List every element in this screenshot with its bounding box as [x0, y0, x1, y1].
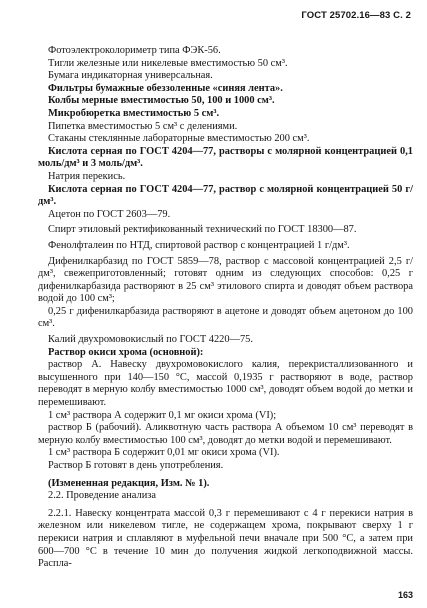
paragraph: 0,25 г дифенилкарбазида растворяют в ацетоне и доводят объем ацетоном до 100 см³. — [38, 305, 413, 330]
paragraph: Кислота серная по ГОСТ 4204—77, раствор с молярной концентрацией 50 г/дм³. — [38, 183, 413, 208]
paragraph: 1 см³ раствора А содержит 0,1 мг окиси хрома (VI); — [48, 409, 277, 421]
paragraph: Натрия перекись. — [48, 170, 126, 182]
paragraph: 2.2. Проведение анализа — [48, 490, 156, 502]
paragraph: Дифенилкарбазид по ГОСТ 5859—78, раствор с массовой концентрацией 2,5 г/дм³, свежеприготовленный; готовят одним из следующих способов: 0,25 г дифенилкарбазида растворяют в 25 см³ этилового спирта и доводят объем раствора водой до 100 см³; — [38, 255, 413, 305]
paragraph: Фенолфталеин по НТД, спиртовой раствор с концентрацией 1 г/дм³. — [48, 239, 350, 251]
paragraph: Раствор окиси хрома (основной): — [48, 346, 204, 358]
paragraph: 1 см³ раствора Б содержит 0,01 мг окиси хрома (VI). — [48, 447, 280, 459]
paragraph: Колбы мерные вместимостью 50, 100 и 1000 см³. — [48, 95, 275, 107]
page-number: 163 — [397, 590, 413, 600]
paragraph: Микробюретка вместимостью 5 см³. — [48, 107, 220, 119]
document-body — [38, 45, 413, 571]
paragraph: Ацетон по ГОСТ 2603—79. — [48, 208, 171, 220]
paragraph: Раствор Б готовят в день употребления. — [48, 460, 224, 471]
paragraph: раствор А. Навеску двухромовокислого калия, перекристаллизованного и высушенного при 140—150 °С, массой 0,1935 г растворяют в воде, раствор переводят в мерную колбу вместимостью 1000 см³, доводят объем водой до метки и перемешивают. — [38, 359, 413, 409]
paragraph: Бумага индикаторная универсальная. — [48, 70, 213, 82]
page-header: ГОСТ 25702.16—83 С. 2 — [301, 10, 411, 21]
paragraph: Спирт этиловый ректификованный технический по ГОСТ 18300—87. — [48, 224, 357, 236]
paragraph: раствор Б (рабочий). Аликвотную часть раствора А объемом 10 см³ переводят в мерную колбу вместимостью 100 см³, доводят до метки водой и перемешивают. — [38, 422, 413, 446]
paragraph: (Измененная редакция, Изм. № 1). — [48, 477, 210, 489]
paragraph: Калий двухромовокислый по ГОСТ 4220—75. — [48, 334, 253, 346]
paragraph: 2.2.1. Навеску концентрата массой 0,3 г перемешивают с 4 г перекиси натрия в железном или никелевом тигле, не содержащем хрома, покрывают сверху 1 г перекиси натрия и сплавляют в муфельной печи вначале при 500 °С, а затем при 600—700 °С в течение 10 мин до получения жидкой легкоподвижной массы. Распла- — [38, 507, 413, 570]
paragraph: Фотоэлектроколориметр типа ФЭК-56. — [48, 45, 221, 56]
paragraph: Кислота серная по ГОСТ 4204—77, растворы с молярной концентрацией 0,1 моль/дм³ и 3 моль/дм³. — [38, 145, 413, 170]
paragraph: Фильтры бумажные обеззоленные «синяя лента». — [48, 82, 283, 94]
paragraph: Тигли железные или никелевые вместимостью 50 см³. — [48, 57, 288, 69]
paragraph: Стаканы стеклянные лабораторные вместимостью 200 см³. — [48, 133, 310, 145]
paragraph: Пипетка вместимостью 5 см³ с делениями. — [48, 120, 238, 132]
